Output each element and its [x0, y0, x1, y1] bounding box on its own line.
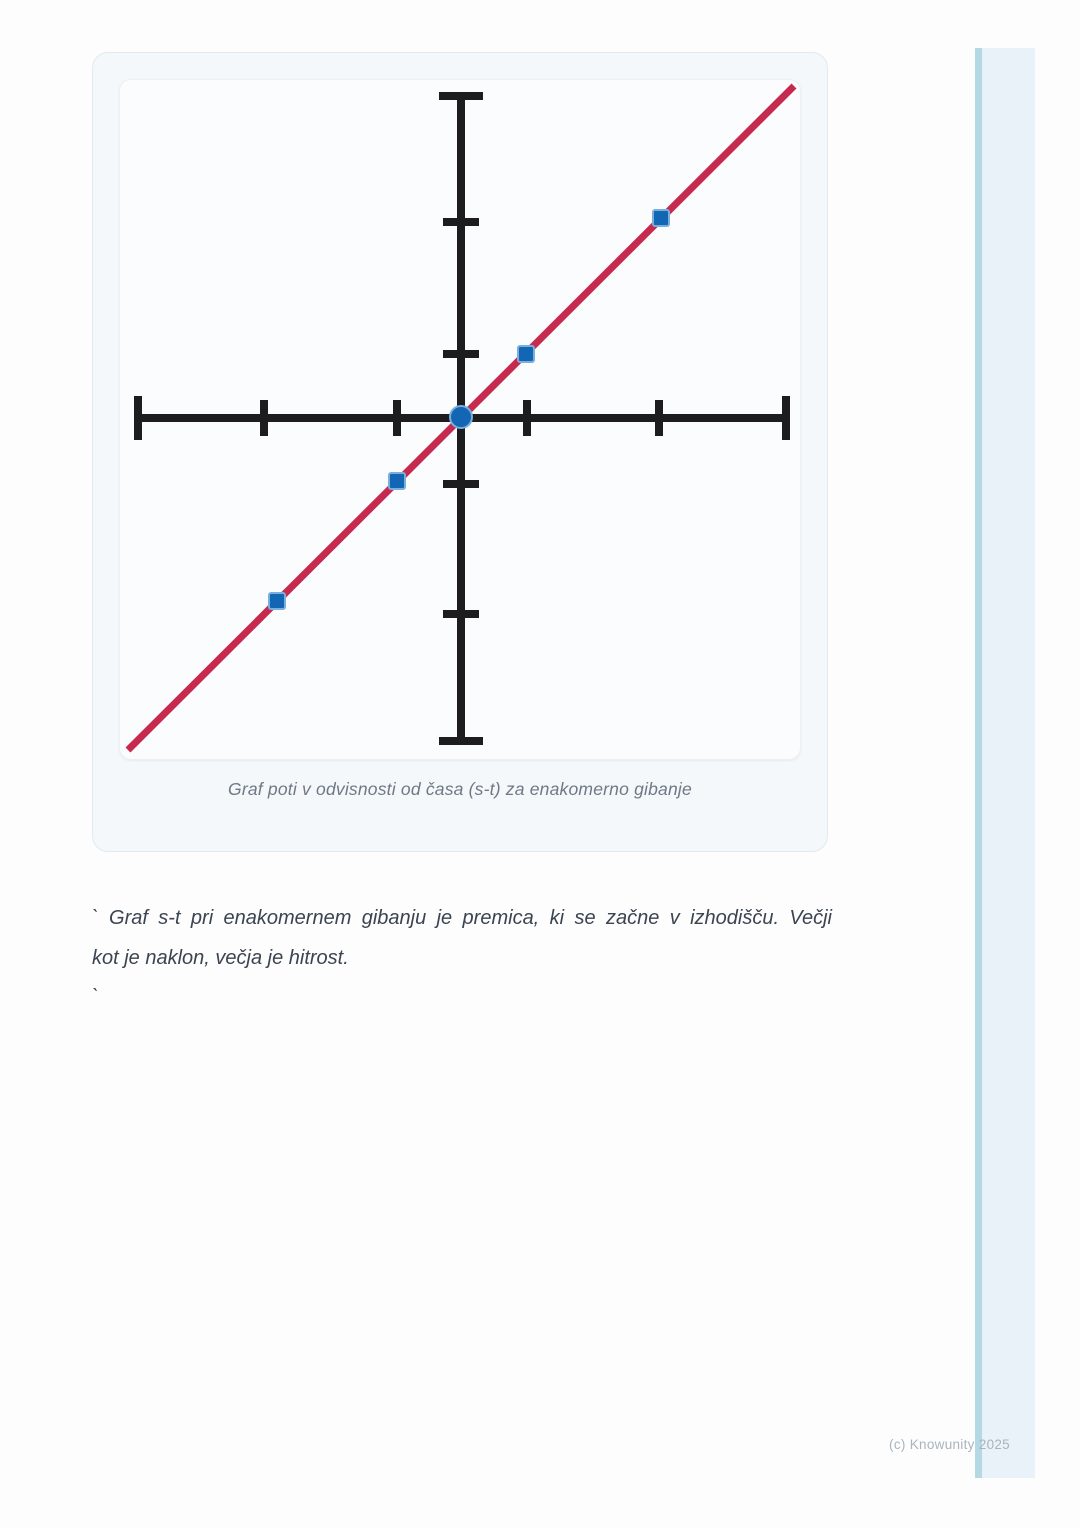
data-point-square [518, 346, 534, 362]
data-point-square [389, 473, 405, 489]
data-point-square [653, 210, 669, 226]
scrollbar-track[interactable] [975, 48, 1035, 1478]
origin-point [450, 406, 472, 428]
note-line-1: ` Graf s-t pri enakomernem gibanju je premica, ki se začne v izhodišču. Večji [92, 907, 832, 929]
stray-backtick: ` [92, 986, 99, 1008]
data-point-square [269, 593, 285, 609]
copyright-text: (c) Knowunity 2025 [889, 1437, 1010, 1452]
note-line-2: kot je naklon, večja je hitrost. [92, 947, 349, 969]
figure-caption: Graf poti v odvisnosti od časa (s-t) za enakomerno gibanje [228, 779, 692, 799]
note-paragraph [92, 898, 832, 978]
figure-card [92, 52, 828, 852]
st-graph [120, 80, 801, 760]
graph-plot-area [119, 79, 801, 760]
